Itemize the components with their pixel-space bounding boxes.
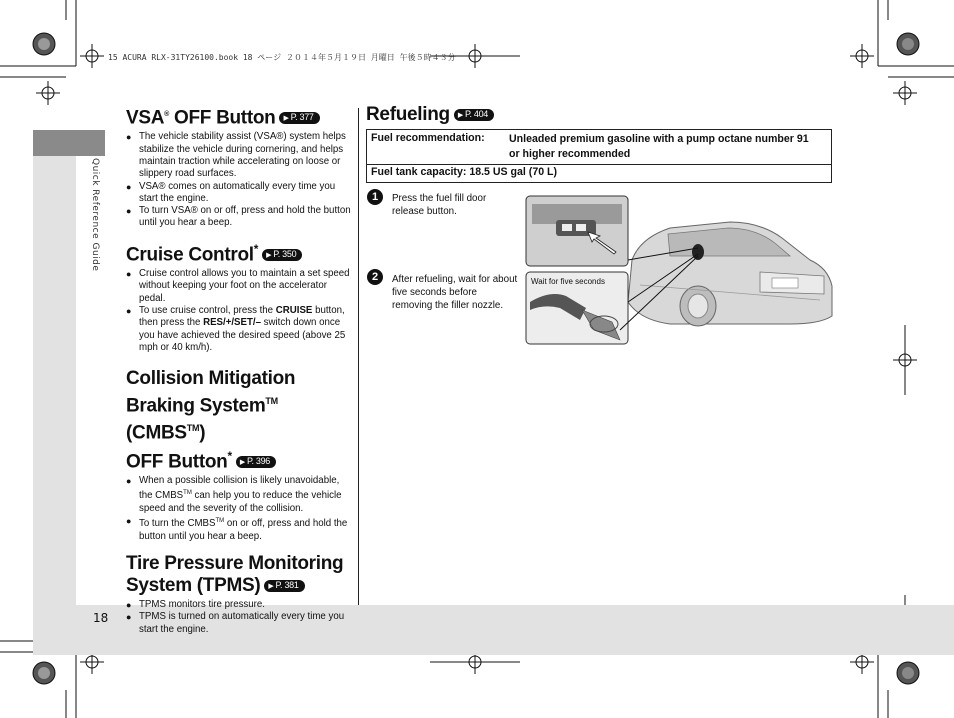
cruise-star: * xyxy=(253,241,259,256)
step-1-text: Press the fuel fill door release button. xyxy=(392,193,487,217)
refueling-title: Refueling xyxy=(366,104,450,125)
cruise-button-name: CRUISE xyxy=(275,304,313,316)
left-column xyxy=(126,104,352,636)
table-divider xyxy=(367,164,831,165)
fuel-recommendation-value: Unleaded premium gasoline with a pump octane number 91 or higher recommended xyxy=(509,133,809,160)
refueling-page-ref[interactable] xyxy=(454,109,494,121)
list-item: ● TPMS is turned on automatically every time you start the engine. xyxy=(126,611,352,636)
fuel-nozzle-inset xyxy=(526,272,628,344)
fuel-tank-capacity: Fuel tank capacity: 18.5 US gal (70 L) xyxy=(371,166,558,178)
cruise-ref-label: P. 350 xyxy=(273,249,297,260)
column-divider xyxy=(358,108,359,605)
side-panel xyxy=(33,130,76,605)
cruise-bullets xyxy=(126,268,352,354)
refueling-ref-label: P. 404 xyxy=(464,109,489,119)
side-tab xyxy=(33,130,105,156)
vsa-heading xyxy=(126,104,352,129)
vsa-ref-label: P. 377 xyxy=(290,112,314,123)
arrow-icon: ▶ xyxy=(239,459,245,467)
print-header: 15 ACURA RLX-31TY26100.book 18 ページ ２０１４年５月１９日 月曜日 午後５時４３分 xyxy=(108,53,456,62)
vsa-bullets xyxy=(126,131,352,229)
list-item: ● VSA® comes on automatically every time you start the engine. xyxy=(126,181,352,206)
arrow-icon: ▶ xyxy=(266,252,272,260)
step-2-text: After refueling, wait for about five seconds before removing the filler nozzle. xyxy=(392,274,518,311)
refueling-illustration xyxy=(520,190,836,350)
list-item: ● To use cruise control, press the CRUISE button, then press the RES/+/SET/– switch down once you have achieved the desired speed (above 25 mph or 40 km/h). xyxy=(126,305,352,354)
fuel-door-button-inset xyxy=(526,196,628,266)
fuel-info-table xyxy=(366,129,832,183)
vsa-title-rest: OFF Button xyxy=(169,107,276,129)
list-item: ● Cruise control allows you to maintain a set speed without keeping your foot on the accelerator pedal. xyxy=(126,268,352,305)
tpms-page-ref[interactable] xyxy=(264,580,304,592)
side-label xyxy=(88,158,102,278)
cmbs-title-line1: Collision Mitigation xyxy=(126,368,296,390)
cmbs-bullets xyxy=(126,475,352,543)
list-item: ● The vehicle stability assist (VSA®) system helps stabilize the vehicle during cornering, and helps maintain traction while accelerating on loose or slippery road surfaces. xyxy=(126,131,352,180)
arrow-icon: ▶ xyxy=(457,112,463,119)
arrow-icon: ▶ xyxy=(283,115,289,123)
cruise-page-ref[interactable] xyxy=(262,249,302,261)
step-1-badge: 1 xyxy=(367,189,383,205)
refueling-heading xyxy=(366,104,836,126)
car-illustration xyxy=(628,222,832,326)
tpms-title-line1: Tire Pressure Monitoring xyxy=(126,553,344,575)
arrow-icon: ▶ xyxy=(268,583,274,591)
vsa-page-ref[interactable] xyxy=(279,112,319,124)
cruise-heading xyxy=(126,238,352,266)
tpms-heading xyxy=(126,553,352,597)
vsa-title: VSA xyxy=(126,107,165,129)
tpms-bullets xyxy=(126,599,352,636)
list-item: ● To turn VSA® on or off, press and hold the button until you hear a beep. xyxy=(126,205,352,230)
side-label-text: Quick Reference Guide xyxy=(90,158,100,272)
tpms-title-line2: System (TPMS) xyxy=(126,575,261,597)
page-number: 18 xyxy=(93,611,109,625)
cmbs-page-ref[interactable] xyxy=(236,456,276,468)
list-item: ● To turn the CMBS™ on or off, press and hold the button until you hear a beep. xyxy=(126,515,352,543)
step-2-badge: 2 xyxy=(367,269,383,285)
fuel-recommendation-label: Fuel recommendation: xyxy=(371,132,485,144)
wait-callout: Wait for five seconds xyxy=(531,277,605,286)
cruise-title: Cruise Control xyxy=(126,244,254,266)
list-item: ● TPMS monitors tire pressure. xyxy=(126,599,352,611)
vsa-reg-mark: ® xyxy=(164,111,170,118)
right-column xyxy=(366,104,836,126)
list-item: ● When a possible collision is likely unavoidable, the CMBS™ can help you to reduce the vehicle speed and the severity of the collision. xyxy=(126,475,352,515)
cmbs-heading: Collision Mitigation Braking System™ (CMBS™) OFF Button* ▶ P. 396 xyxy=(126,368,296,473)
res-set-switch-name: RES/+/SET/– xyxy=(203,317,261,329)
cmbs-ref-label: P. 396 xyxy=(246,456,270,467)
tpms-ref-label: P. 381 xyxy=(275,580,299,591)
